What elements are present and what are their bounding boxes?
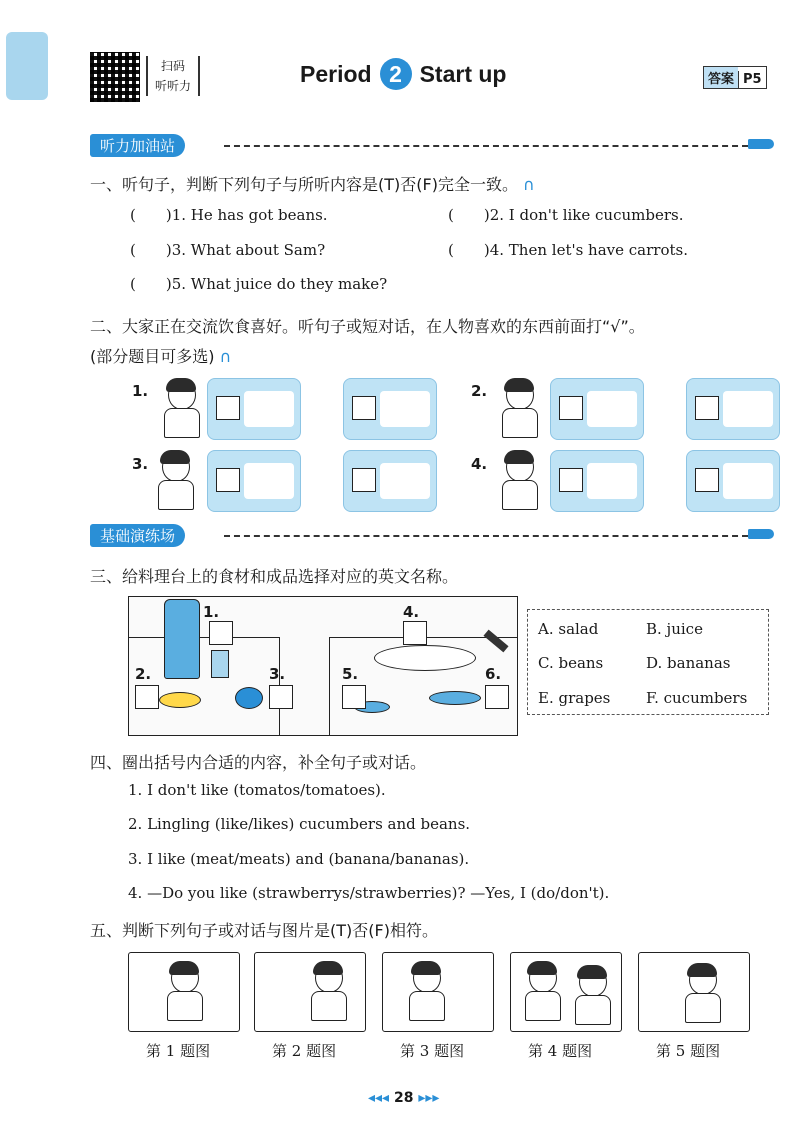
- option-a: A. salad: [538, 620, 599, 638]
- tick-box[interactable]: [352, 468, 376, 492]
- answer-box-5[interactable]: [342, 685, 366, 709]
- option-f: F. cucumbers: [646, 689, 748, 707]
- tick-box[interactable]: [352, 396, 376, 420]
- food-card-fish[interactable]: [207, 378, 301, 440]
- caption-1: 第 1 题图: [146, 1042, 211, 1060]
- answer-box-2[interactable]: [135, 685, 159, 709]
- blender-icon: [164, 599, 200, 679]
- q4-item-4: 4. —Do you like (strawberrys/strawberries)? —Yes, I (do/don't).: [128, 884, 610, 902]
- title-period: Period: [300, 61, 372, 87]
- option-c: C. beans: [538, 654, 604, 672]
- girl-avatar: [519, 963, 563, 1021]
- boy-avatar: [161, 963, 205, 1021]
- boy-avatar: [496, 452, 540, 510]
- picture-frame-1: [128, 952, 240, 1032]
- q1-item-5-text: 5. What juice do they make?: [171, 275, 388, 293]
- answer-blank[interactable]: ( ): [130, 206, 172, 224]
- caption-5: 第 5 题图: [656, 1042, 721, 1060]
- question-5-title: 五、判断下列句子或对话与图片是(T)否(F)相符。: [90, 921, 438, 940]
- section-banner-listening: [90, 134, 778, 156]
- question-4-title: 四、圈出括号内合适的内容，补全句子或对话。: [90, 753, 427, 772]
- qr-label: [146, 56, 200, 96]
- caption-4: 第 4 题图: [528, 1042, 593, 1060]
- page-footer: [368, 1090, 439, 1106]
- answer-blank[interactable]: ( ): [448, 206, 490, 224]
- question-2-sub: [90, 344, 231, 367]
- boy-avatar: [158, 380, 202, 438]
- q4-item-2: 2. Lingling (like/likes) cucumbers and beans.: [128, 815, 471, 833]
- banner-label: 听力加油站: [90, 134, 185, 157]
- answer-label: 答案: [704, 67, 738, 88]
- kitchen-num-1: 1.: [203, 603, 220, 621]
- pic-number-4: 4.: [471, 455, 488, 473]
- banana-icon: [159, 692, 201, 708]
- period-number-badge: 2: [380, 58, 412, 90]
- qr-label-line-1: 扫码: [160, 59, 185, 73]
- kitchen-num-4: 4.: [403, 603, 420, 621]
- pic-number-1: 1.: [132, 382, 149, 400]
- answer-page: P5: [738, 71, 766, 88]
- kitchen-num-2: 2.: [135, 665, 152, 683]
- food-card-chicken[interactable]: [343, 378, 437, 440]
- girl-avatar: [496, 380, 540, 438]
- title-start-up: Start up: [419, 61, 507, 87]
- pic-number-2: 2.: [471, 382, 488, 400]
- q1-item-4: [448, 241, 688, 259]
- food-card-cucumber[interactable]: [207, 450, 301, 512]
- pic-number-3: 3.: [132, 455, 149, 473]
- kitchen-num-6: 6.: [485, 665, 502, 683]
- q1-item-3-text: 3. What about Sam?: [171, 241, 326, 259]
- q1-item-1-text: 1. He has got beans.: [171, 206, 328, 224]
- q1-item-1: [130, 206, 328, 224]
- option-e: E. grapes: [538, 689, 611, 707]
- option-d: D. bananas: [646, 654, 731, 672]
- q1-item-5: [130, 275, 387, 293]
- food-card-beans[interactable]: [343, 450, 437, 512]
- pencil-icon: [748, 139, 774, 149]
- fish-icon: [244, 391, 294, 427]
- girl-avatar: [569, 967, 613, 1025]
- q4-item-3: 3. I like (meat/meats) and (banana/bananas).: [128, 850, 470, 868]
- juice-glass-icon: [211, 650, 229, 678]
- q4-item-1: 1. I don't like (tomatos/tomatoes).: [128, 781, 386, 799]
- juice-icon: [587, 463, 637, 499]
- pencil-icon: [748, 529, 774, 539]
- tick-box[interactable]: [695, 396, 719, 420]
- picture-frame-2: [254, 952, 366, 1032]
- grapes-icon: [723, 391, 773, 427]
- options-box: [527, 609, 769, 715]
- picture-frame-3: [382, 952, 494, 1032]
- question-2-title: 二、大家正在交流饮食喜好。听句子或短对话，在人物喜欢的东西前面打“√”。: [90, 317, 645, 336]
- banana-icon: [587, 391, 637, 427]
- girl-avatar: [152, 452, 196, 510]
- question-2-sub-text: (部分题目可多选): [90, 347, 215, 366]
- answer-blank[interactable]: ( ): [130, 275, 172, 293]
- food-card-bananas[interactable]: [550, 378, 644, 440]
- option-b: B. juice: [646, 620, 703, 638]
- question-1-text: 一、听句子，判断下列句子与所听内容是(T)否(F)完全一致。: [90, 175, 518, 194]
- answer-box-4[interactable]: [403, 621, 427, 645]
- q1-item-2-text: 2. I don't like cucumbers.: [489, 206, 684, 224]
- next-arrows-icon: ▸▸▸: [418, 1090, 440, 1106]
- q1-item-4-text: 4. Then let's have carrots.: [489, 241, 688, 259]
- q1-item-2: [448, 206, 684, 224]
- question-1-title: [90, 172, 535, 195]
- headphone-icon: ∩: [219, 347, 232, 366]
- answer-reference: [703, 66, 767, 89]
- answer-blank[interactable]: ( ): [448, 241, 490, 259]
- tick-box[interactable]: [216, 396, 240, 420]
- lemon-juice-icon: [723, 463, 773, 499]
- boy-avatar: [305, 963, 349, 1021]
- caption-3: 第 3 题图: [400, 1042, 465, 1060]
- page-number: 28: [393, 1090, 414, 1106]
- qr-code[interactable]: [90, 52, 140, 102]
- section-banner-practice: [90, 524, 778, 546]
- page-corner-tab: [6, 32, 48, 100]
- banner-dashline: [224, 145, 748, 147]
- prev-arrows-icon: ◂◂◂: [368, 1090, 390, 1106]
- picture-frame-4: [510, 952, 622, 1032]
- answer-box-3[interactable]: [269, 685, 293, 709]
- headphone-icon: ∩: [523, 175, 535, 194]
- kitchen-illustration: [128, 596, 518, 736]
- cucumber-icon: [244, 463, 294, 499]
- question-3-title: 三、给料理台上的食材和成品选择对应的英文名称。: [90, 567, 459, 586]
- chicken-icon: [380, 391, 430, 427]
- beans-icon: [380, 463, 430, 499]
- caption-2: 第 2 题图: [272, 1042, 337, 1060]
- page-title: [300, 58, 506, 90]
- tick-box[interactable]: [559, 396, 583, 420]
- boy-avatar: [679, 965, 723, 1023]
- salad-plate-icon: [374, 645, 476, 671]
- cucumber-icon: [429, 691, 481, 705]
- answer-box-6[interactable]: [485, 685, 509, 709]
- answer-box-1[interactable]: [209, 621, 233, 645]
- tick-box[interactable]: [216, 468, 240, 492]
- grapes-icon: [235, 687, 263, 709]
- banner-label: 基础演练场: [90, 524, 185, 547]
- boy-avatar: [403, 963, 447, 1021]
- food-card-juice[interactable]: [550, 450, 644, 512]
- qr-label-line-2: 听听力: [154, 79, 191, 93]
- q1-item-3: [130, 241, 325, 259]
- kitchen-num-3: 3.: [269, 665, 286, 683]
- food-card-grapes[interactable]: [686, 378, 780, 440]
- food-card-lemon-juice[interactable]: [686, 450, 780, 512]
- banner-dashline: [224, 535, 748, 537]
- tick-box[interactable]: [559, 468, 583, 492]
- picture-frame-5: [638, 952, 750, 1032]
- kitchen-num-5: 5.: [342, 665, 359, 683]
- tick-box[interactable]: [695, 468, 719, 492]
- answer-blank[interactable]: ( ): [130, 241, 172, 259]
